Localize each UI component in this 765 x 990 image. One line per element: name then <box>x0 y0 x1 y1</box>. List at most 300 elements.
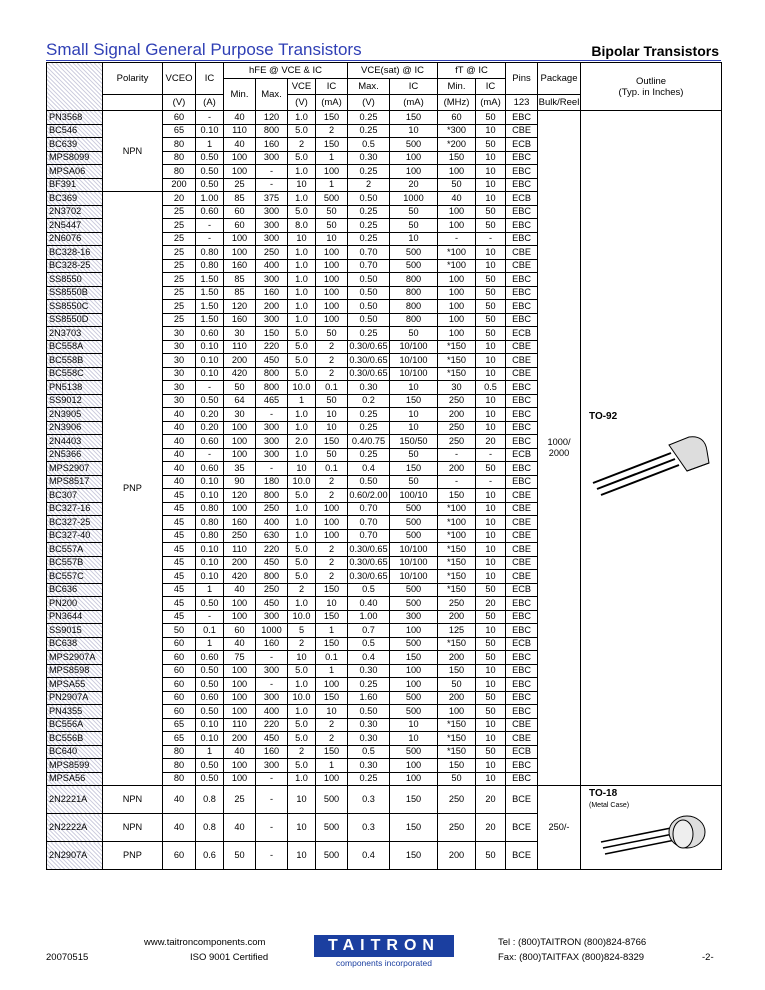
hfe-max: 450 <box>256 732 288 746</box>
to92-package-icon <box>583 423 721 523</box>
ic-sat: 100 <box>390 165 438 179</box>
ft-min: 150 <box>438 664 476 678</box>
header-polarity: Polarity <box>103 63 163 95</box>
hfe-max: 300 <box>256 205 288 219</box>
header-vcesat: VCE(sat) @ IC <box>348 63 438 79</box>
part-number: 2N3905 <box>47 408 103 422</box>
vcesat-max: 0.3 <box>348 814 390 842</box>
ic-hfe: 10 <box>316 232 348 246</box>
pins: ECB <box>506 192 538 206</box>
ic-sat: 500 <box>390 597 438 611</box>
ic-sat: 150 <box>390 111 438 125</box>
part-number: MPS8598 <box>47 664 103 678</box>
hfe-min: 100 <box>224 691 256 705</box>
ic-hfe: 100 <box>316 286 348 300</box>
ic-ft: 10 <box>476 543 506 557</box>
ft-min: 250 <box>438 394 476 408</box>
pins: EBC <box>506 165 538 179</box>
pins: ECB <box>506 745 538 759</box>
vceo: 25 <box>163 273 196 287</box>
hfe-min: 85 <box>224 192 256 206</box>
part-number: 2N5366 <box>47 448 103 462</box>
footer-page-number: -2- <box>702 952 714 963</box>
vce: 5.0 <box>288 124 316 138</box>
pins: ECB <box>506 327 538 341</box>
vceo: 45 <box>163 570 196 584</box>
vcesat-max: 0.50 <box>348 313 390 327</box>
vcesat-max: 0.25 <box>348 772 390 786</box>
part-number: MPSA55 <box>47 678 103 692</box>
vcesat-max: 0.50 <box>348 286 390 300</box>
vce: 5.0 <box>288 556 316 570</box>
vceo: 20 <box>163 192 196 206</box>
ic-sat: 1000 <box>390 192 438 206</box>
outline-subtitle: (Typ. in Inches) <box>618 86 684 98</box>
hfe-max: - <box>256 462 288 476</box>
part-number: 2N2222A <box>47 814 103 842</box>
hfe-max: - <box>256 842 288 870</box>
ic-hfe: 150 <box>316 691 348 705</box>
hfe-max: 160 <box>256 138 288 152</box>
unit-pins: 123 <box>506 95 538 111</box>
ft-min: 200 <box>438 610 476 624</box>
ic-ft: 10 <box>476 718 506 732</box>
ic-sat: 10 <box>390 232 438 246</box>
part-number: BC558B <box>47 354 103 368</box>
ic-sat: 10 <box>390 718 438 732</box>
vceo: 200 <box>163 178 196 192</box>
ic-hfe: 100 <box>316 246 348 260</box>
part-number: 2N6076 <box>47 232 103 246</box>
ic: 0.10 <box>196 556 224 570</box>
part-number: BC639 <box>47 138 103 152</box>
vceo: 80 <box>163 138 196 152</box>
hfe-min: 90 <box>224 475 256 489</box>
ic-hfe: 500 <box>316 842 348 870</box>
header-ic-sat: IC <box>390 79 438 95</box>
ft-min: *150 <box>438 732 476 746</box>
ic: 0.10 <box>196 354 224 368</box>
unit-ic-hfe: (mA) <box>316 95 348 111</box>
unit-vceo: (V) <box>163 95 196 111</box>
vcesat-max: 0.30/0.65 <box>348 556 390 570</box>
ic-ft: 10 <box>476 354 506 368</box>
ic-ft: 10 <box>476 178 506 192</box>
part-number: PN2907A <box>47 691 103 705</box>
hfe-max: 200 <box>256 300 288 314</box>
ic-hfe: 2 <box>316 543 348 557</box>
footer-fax: Fax: (800)TAITFAX (800)824-8329 <box>498 952 645 963</box>
vceo: 60 <box>163 691 196 705</box>
ft-min: *150 <box>438 556 476 570</box>
ic-sat: 50 <box>390 475 438 489</box>
part-number: BC327-25 <box>47 516 103 530</box>
ic-ft: 50 <box>476 313 506 327</box>
hfe-min: 40 <box>224 138 256 152</box>
vcesat-max: 0.30 <box>348 664 390 678</box>
vcesat-max: 0.50 <box>348 192 390 206</box>
part-number: MPS8517 <box>47 475 103 489</box>
vce: 1.0 <box>288 246 316 260</box>
ic-sat: 500 <box>390 138 438 152</box>
ic: 0.80 <box>196 259 224 273</box>
vceo: 40 <box>163 448 196 462</box>
header-package: Package <box>538 63 581 95</box>
ic: 0.20 <box>196 421 224 435</box>
vcesat-max: 0.2 <box>348 394 390 408</box>
pins: ECB <box>506 138 538 152</box>
ft-min: *150 <box>438 340 476 354</box>
hfe-min: 30 <box>224 408 256 422</box>
header-vce: VCE <box>288 79 316 95</box>
package-to18: 250/- <box>538 786 581 870</box>
ic-hfe: 150 <box>316 745 348 759</box>
vceo: 30 <box>163 327 196 341</box>
vceo: 60 <box>163 637 196 651</box>
header-ic-ft: IC <box>476 79 506 95</box>
unit-vcesat: (V) <box>348 95 390 111</box>
part-number: BC307 <box>47 489 103 503</box>
part-number: BC640 <box>47 745 103 759</box>
vce: 1.0 <box>288 259 316 273</box>
hfe-min: 40 <box>224 814 256 842</box>
spec-table <box>46 62 722 870</box>
ic-sat: 500 <box>390 529 438 543</box>
hfe-min: 100 <box>224 705 256 719</box>
vcesat-max: 0.25 <box>348 678 390 692</box>
outline-to92 <box>581 111 722 786</box>
pins: EBC <box>506 205 538 219</box>
hfe-max: 300 <box>256 664 288 678</box>
hfe-max: 800 <box>256 367 288 381</box>
ic-ft: 50 <box>476 219 506 233</box>
ft-min: 100 <box>438 165 476 179</box>
pins: EBC <box>506 421 538 435</box>
pins: EBC <box>506 597 538 611</box>
vceo: 40 <box>163 462 196 476</box>
hfe-max: 400 <box>256 259 288 273</box>
vcesat-max: 0.70 <box>348 502 390 516</box>
vceo: 45 <box>163 597 196 611</box>
ic: 0.10 <box>196 124 224 138</box>
ic-sat: 10/100 <box>390 556 438 570</box>
hfe-min: 250 <box>224 529 256 543</box>
vcesat-max: 0.7 <box>348 624 390 638</box>
ic-hfe: 2 <box>316 489 348 503</box>
vceo: 30 <box>163 381 196 395</box>
ic: 0.60 <box>196 462 224 476</box>
vcesat-max: 0.30/0.65 <box>348 367 390 381</box>
ic-sat: 10 <box>390 408 438 422</box>
ic: - <box>196 111 224 125</box>
ic-hfe: 0.1 <box>316 462 348 476</box>
vceo: 60 <box>163 651 196 665</box>
ft-min: 100 <box>438 273 476 287</box>
ic-ft: 10 <box>476 421 506 435</box>
ft-min: - <box>438 475 476 489</box>
hfe-max: 300 <box>256 151 288 165</box>
ic-ft: 50 <box>476 462 506 476</box>
ic-ft: 10 <box>476 394 506 408</box>
hfe-max: 450 <box>256 354 288 368</box>
vcesat-max: 0.25 <box>348 232 390 246</box>
to92-drawing <box>581 111 721 785</box>
ic-hfe: 2 <box>316 556 348 570</box>
pins: ECB <box>506 637 538 651</box>
ic-hfe: 500 <box>316 192 348 206</box>
ic-sat: 150 <box>390 842 438 870</box>
ic-ft: 10 <box>476 732 506 746</box>
hfe-max: - <box>256 786 288 814</box>
to18-sublabel: (Metal Case) <box>589 802 630 809</box>
pins: CBE <box>506 718 538 732</box>
vceo: 60 <box>163 842 196 870</box>
hfe-max: - <box>256 408 288 422</box>
vce: 2 <box>288 637 316 651</box>
ic-ft: - <box>476 232 506 246</box>
part-number: BC369 <box>47 192 103 206</box>
hfe-min: 100 <box>224 759 256 773</box>
hfe-max: 300 <box>256 759 288 773</box>
part-number: PN3568 <box>47 111 103 125</box>
ic-sat: 50 <box>390 219 438 233</box>
ic-ft: 10 <box>476 367 506 381</box>
hfe-max: 160 <box>256 286 288 300</box>
outline-to18 <box>581 786 722 870</box>
ft-min: 100 <box>438 205 476 219</box>
hfe-min: 60 <box>224 219 256 233</box>
ic-ft: 20 <box>476 814 506 842</box>
ic-hfe: 0.1 <box>316 381 348 395</box>
ic: 0.10 <box>196 489 224 503</box>
polarity: NPN <box>103 814 163 842</box>
hfe-min: 160 <box>224 516 256 530</box>
hfe-max: 630 <box>256 529 288 543</box>
hfe-max: 300 <box>256 313 288 327</box>
ic-sat: 100 <box>390 151 438 165</box>
vcesat-max: 0.30/0.65 <box>348 340 390 354</box>
pins: CBE <box>506 354 538 368</box>
ic: - <box>196 381 224 395</box>
ic-sat: 500 <box>390 516 438 530</box>
vcesat-max: 0.5 <box>348 637 390 651</box>
ft-min: 200 <box>438 462 476 476</box>
ic: 0.60 <box>196 435 224 449</box>
ic-ft: 10 <box>476 772 506 786</box>
ic-ft: 10 <box>476 151 506 165</box>
hfe-min: 35 <box>224 462 256 476</box>
vce: 10 <box>288 814 316 842</box>
hfe-min: 100 <box>224 151 256 165</box>
part-number: BC327-16 <box>47 502 103 516</box>
hfe-max: 250 <box>256 502 288 516</box>
vcesat-max: 0.25 <box>348 111 390 125</box>
ic-sat: 10/100 <box>390 570 438 584</box>
ic-ft: 10 <box>476 556 506 570</box>
ic: 0.60 <box>196 327 224 341</box>
ft-min: 30 <box>438 381 476 395</box>
ic-sat: 20 <box>390 178 438 192</box>
vceo: 25 <box>163 219 196 233</box>
hfe-max: 220 <box>256 340 288 354</box>
vce: 1.0 <box>288 111 316 125</box>
part-number: SS8550C <box>47 300 103 314</box>
header-outline <box>581 63 722 111</box>
hfe-max: 250 <box>256 583 288 597</box>
hfe-min: 40 <box>224 637 256 651</box>
vcesat-max: 0.25 <box>348 448 390 462</box>
ic: 0.50 <box>196 597 224 611</box>
hfe-min: 64 <box>224 394 256 408</box>
ic: 0.60 <box>196 691 224 705</box>
vcesat-max: 0.50 <box>348 705 390 719</box>
hfe-min: 100 <box>224 246 256 260</box>
ic: 0.8 <box>196 786 224 814</box>
hfe-max: 220 <box>256 543 288 557</box>
pins: EBC <box>506 664 538 678</box>
ft-min: 125 <box>438 624 476 638</box>
vce: 10.0 <box>288 381 316 395</box>
vcesat-max: 0.3 <box>348 786 390 814</box>
ic-sat: 150 <box>390 462 438 476</box>
polarity: PNP <box>103 842 163 870</box>
pins: EBC <box>506 462 538 476</box>
taitron-logo-sub: components incorporated <box>336 958 432 968</box>
footer-website: www.taitroncomponents.com <box>144 937 266 948</box>
vceo: 30 <box>163 354 196 368</box>
ic: 0.10 <box>196 543 224 557</box>
part-number: BC638 <box>47 637 103 651</box>
ic-ft: 10 <box>476 408 506 422</box>
ic-ft: 10 <box>476 678 506 692</box>
hfe-min: 100 <box>224 232 256 246</box>
pins: EBC <box>506 286 538 300</box>
hfe-max: 400 <box>256 705 288 719</box>
vce: 5.0 <box>288 354 316 368</box>
part-number: BC636 <box>47 583 103 597</box>
pins: EBC <box>506 313 538 327</box>
ic: 1.50 <box>196 273 224 287</box>
hfe-max: 300 <box>256 232 288 246</box>
ft-min: 250 <box>438 786 476 814</box>
ft-min: 250 <box>438 597 476 611</box>
vce: 1.0 <box>288 165 316 179</box>
vce: 10.0 <box>288 610 316 624</box>
vce: 8.0 <box>288 219 316 233</box>
ic-hfe: 2 <box>316 354 348 368</box>
ic-sat: 100/10 <box>390 489 438 503</box>
ic-ft: 20 <box>476 597 506 611</box>
pins: CBE <box>506 570 538 584</box>
vceo: 30 <box>163 394 196 408</box>
ic-hfe: 50 <box>316 205 348 219</box>
header-max: Max. <box>256 79 288 111</box>
header-ic-hfe: IC <box>316 79 348 95</box>
header-ft: fT @ IC <box>438 63 506 79</box>
title-rule <box>46 60 721 61</box>
ic: 1 <box>196 583 224 597</box>
ic: 0.10 <box>196 718 224 732</box>
part-number: MPS2907A <box>47 651 103 665</box>
vceo: 25 <box>163 259 196 273</box>
footer-date: 20070515 <box>46 952 89 963</box>
vce: 5.0 <box>288 340 316 354</box>
vcesat-max: 0.25 <box>348 165 390 179</box>
ft-min: 50 <box>438 678 476 692</box>
ft-min: 50 <box>438 772 476 786</box>
ic: 1 <box>196 138 224 152</box>
ic: 0.6 <box>196 842 224 870</box>
vce: 10 <box>288 232 316 246</box>
part-number: PN200 <box>47 597 103 611</box>
ic: 0.50 <box>196 178 224 192</box>
ft-min: *100 <box>438 502 476 516</box>
vcesat-max: 0.25 <box>348 421 390 435</box>
ic-sat: 100 <box>390 624 438 638</box>
hfe-max: - <box>256 678 288 692</box>
ic-ft: 50 <box>476 610 506 624</box>
part-number: 2N2221A <box>47 786 103 814</box>
ic: 0.80 <box>196 246 224 260</box>
pins: ECB <box>506 583 538 597</box>
hfe-max: 800 <box>256 381 288 395</box>
pins: CBE <box>506 556 538 570</box>
ic-hfe: 1 <box>316 178 348 192</box>
part-number: 2N3702 <box>47 205 103 219</box>
hfe-max: 800 <box>256 489 288 503</box>
ic-ft: 10 <box>476 192 506 206</box>
vceo: 25 <box>163 313 196 327</box>
hfe-max: 160 <box>256 745 288 759</box>
ic: 1.00 <box>196 192 224 206</box>
vce: 1.0 <box>288 516 316 530</box>
ic-hfe: 2 <box>316 124 348 138</box>
vcesat-max: 0.30 <box>348 151 390 165</box>
part-number: SS9012 <box>47 394 103 408</box>
pins: EBC <box>506 705 538 719</box>
vce: 10 <box>288 842 316 870</box>
ft-min: *100 <box>438 529 476 543</box>
vcesat-max: 0.25 <box>348 408 390 422</box>
ft-min: *150 <box>438 543 476 557</box>
ic: 0.80 <box>196 516 224 530</box>
vceo: 45 <box>163 610 196 624</box>
ic-hfe: 50 <box>316 327 348 341</box>
part-number: BC328-25 <box>47 259 103 273</box>
vcesat-max: 0.70 <box>348 516 390 530</box>
vceo: 40 <box>163 475 196 489</box>
part-number: BC556B <box>47 732 103 746</box>
hfe-min: 120 <box>224 489 256 503</box>
pins: CBE <box>506 367 538 381</box>
vce: 1.0 <box>288 192 316 206</box>
part-number: MPS2907 <box>47 462 103 476</box>
ic: 0.20 <box>196 408 224 422</box>
part-number: BC557C <box>47 570 103 584</box>
vce: 5.0 <box>288 759 316 773</box>
ft-min: *150 <box>438 745 476 759</box>
ic-hfe: 100 <box>316 516 348 530</box>
ft-min: 100 <box>438 219 476 233</box>
hfe-min: 85 <box>224 286 256 300</box>
ic: 1 <box>196 745 224 759</box>
ic-hfe: 100 <box>316 259 348 273</box>
pins: EBC <box>506 772 538 786</box>
ft-min: *200 <box>438 138 476 152</box>
table-body <box>47 111 722 870</box>
vcesat-max: 0.30/0.65 <box>348 354 390 368</box>
ic-sat: 100 <box>390 678 438 692</box>
